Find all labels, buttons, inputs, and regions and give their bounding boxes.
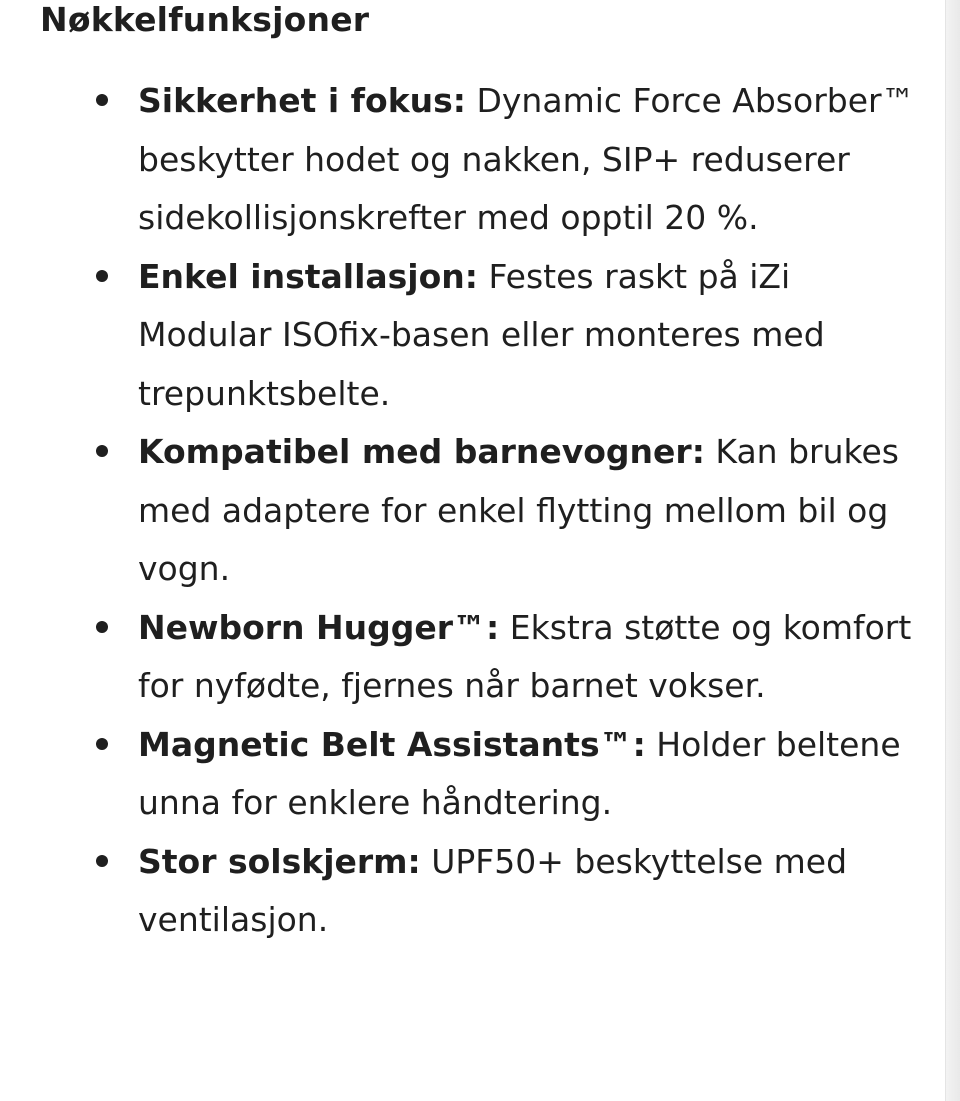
- feature-item-installation: [138, 248, 928, 424]
- feature-item-magnetic-belt: [138, 716, 928, 833]
- feature-label: Sikkerhet i fokus:: [138, 81, 466, 120]
- section-title: Nøkkelfunksjoner: [40, 0, 370, 39]
- feature-text: Kan brukes med adaptere for enkel flytting mellom bil og vogn.: [138, 432, 899, 588]
- feature-text: Dynamic Force Absorber™ beskytter hodet og nakken, SIP+ reduserer sidekollisjonskrefter med opptil 20 %.: [138, 81, 915, 237]
- feature-label: Stor solskjerm:: [138, 841, 421, 881]
- feature-text: Festes raskt på iZi Modular ISOfix-basen eller monteres med trepunktsbelte.: [138, 256, 825, 413]
- bullet-icon: [96, 270, 108, 282]
- feature-text: Holder beltene unna for enklere håndtering.: [138, 724, 901, 822]
- feature-item-stroller-compatible: [138, 423, 928, 599]
- feature-item-newborn-hugger: [138, 599, 928, 716]
- feature-label: Kompatibel med barnevogner:: [138, 432, 705, 471]
- feature-label: Enkel installasjon:: [138, 256, 478, 296]
- bullet-icon: [96, 445, 108, 457]
- feature-label: Magnetic Belt Assistants™:: [138, 724, 646, 764]
- feature-list: [138, 72, 928, 950]
- bullet-icon: [96, 738, 108, 750]
- feature-label: Newborn Hugger™:: [138, 607, 500, 647]
- bullet-icon: [96, 621, 108, 633]
- feature-item-safety: [138, 72, 928, 248]
- bullet-icon: [96, 94, 108, 106]
- scrollbar[interactable]: [945, 0, 960, 1101]
- feature-item-sun-canopy: [138, 833, 928, 950]
- feature-text: Ekstra støtte og komfort for nyfødte, fjernes når barnet vokser.: [138, 607, 912, 705]
- bullet-icon: [96, 855, 108, 867]
- feature-text: UPF50+ beskyttelse med ventilasjon.: [138, 841, 848, 939]
